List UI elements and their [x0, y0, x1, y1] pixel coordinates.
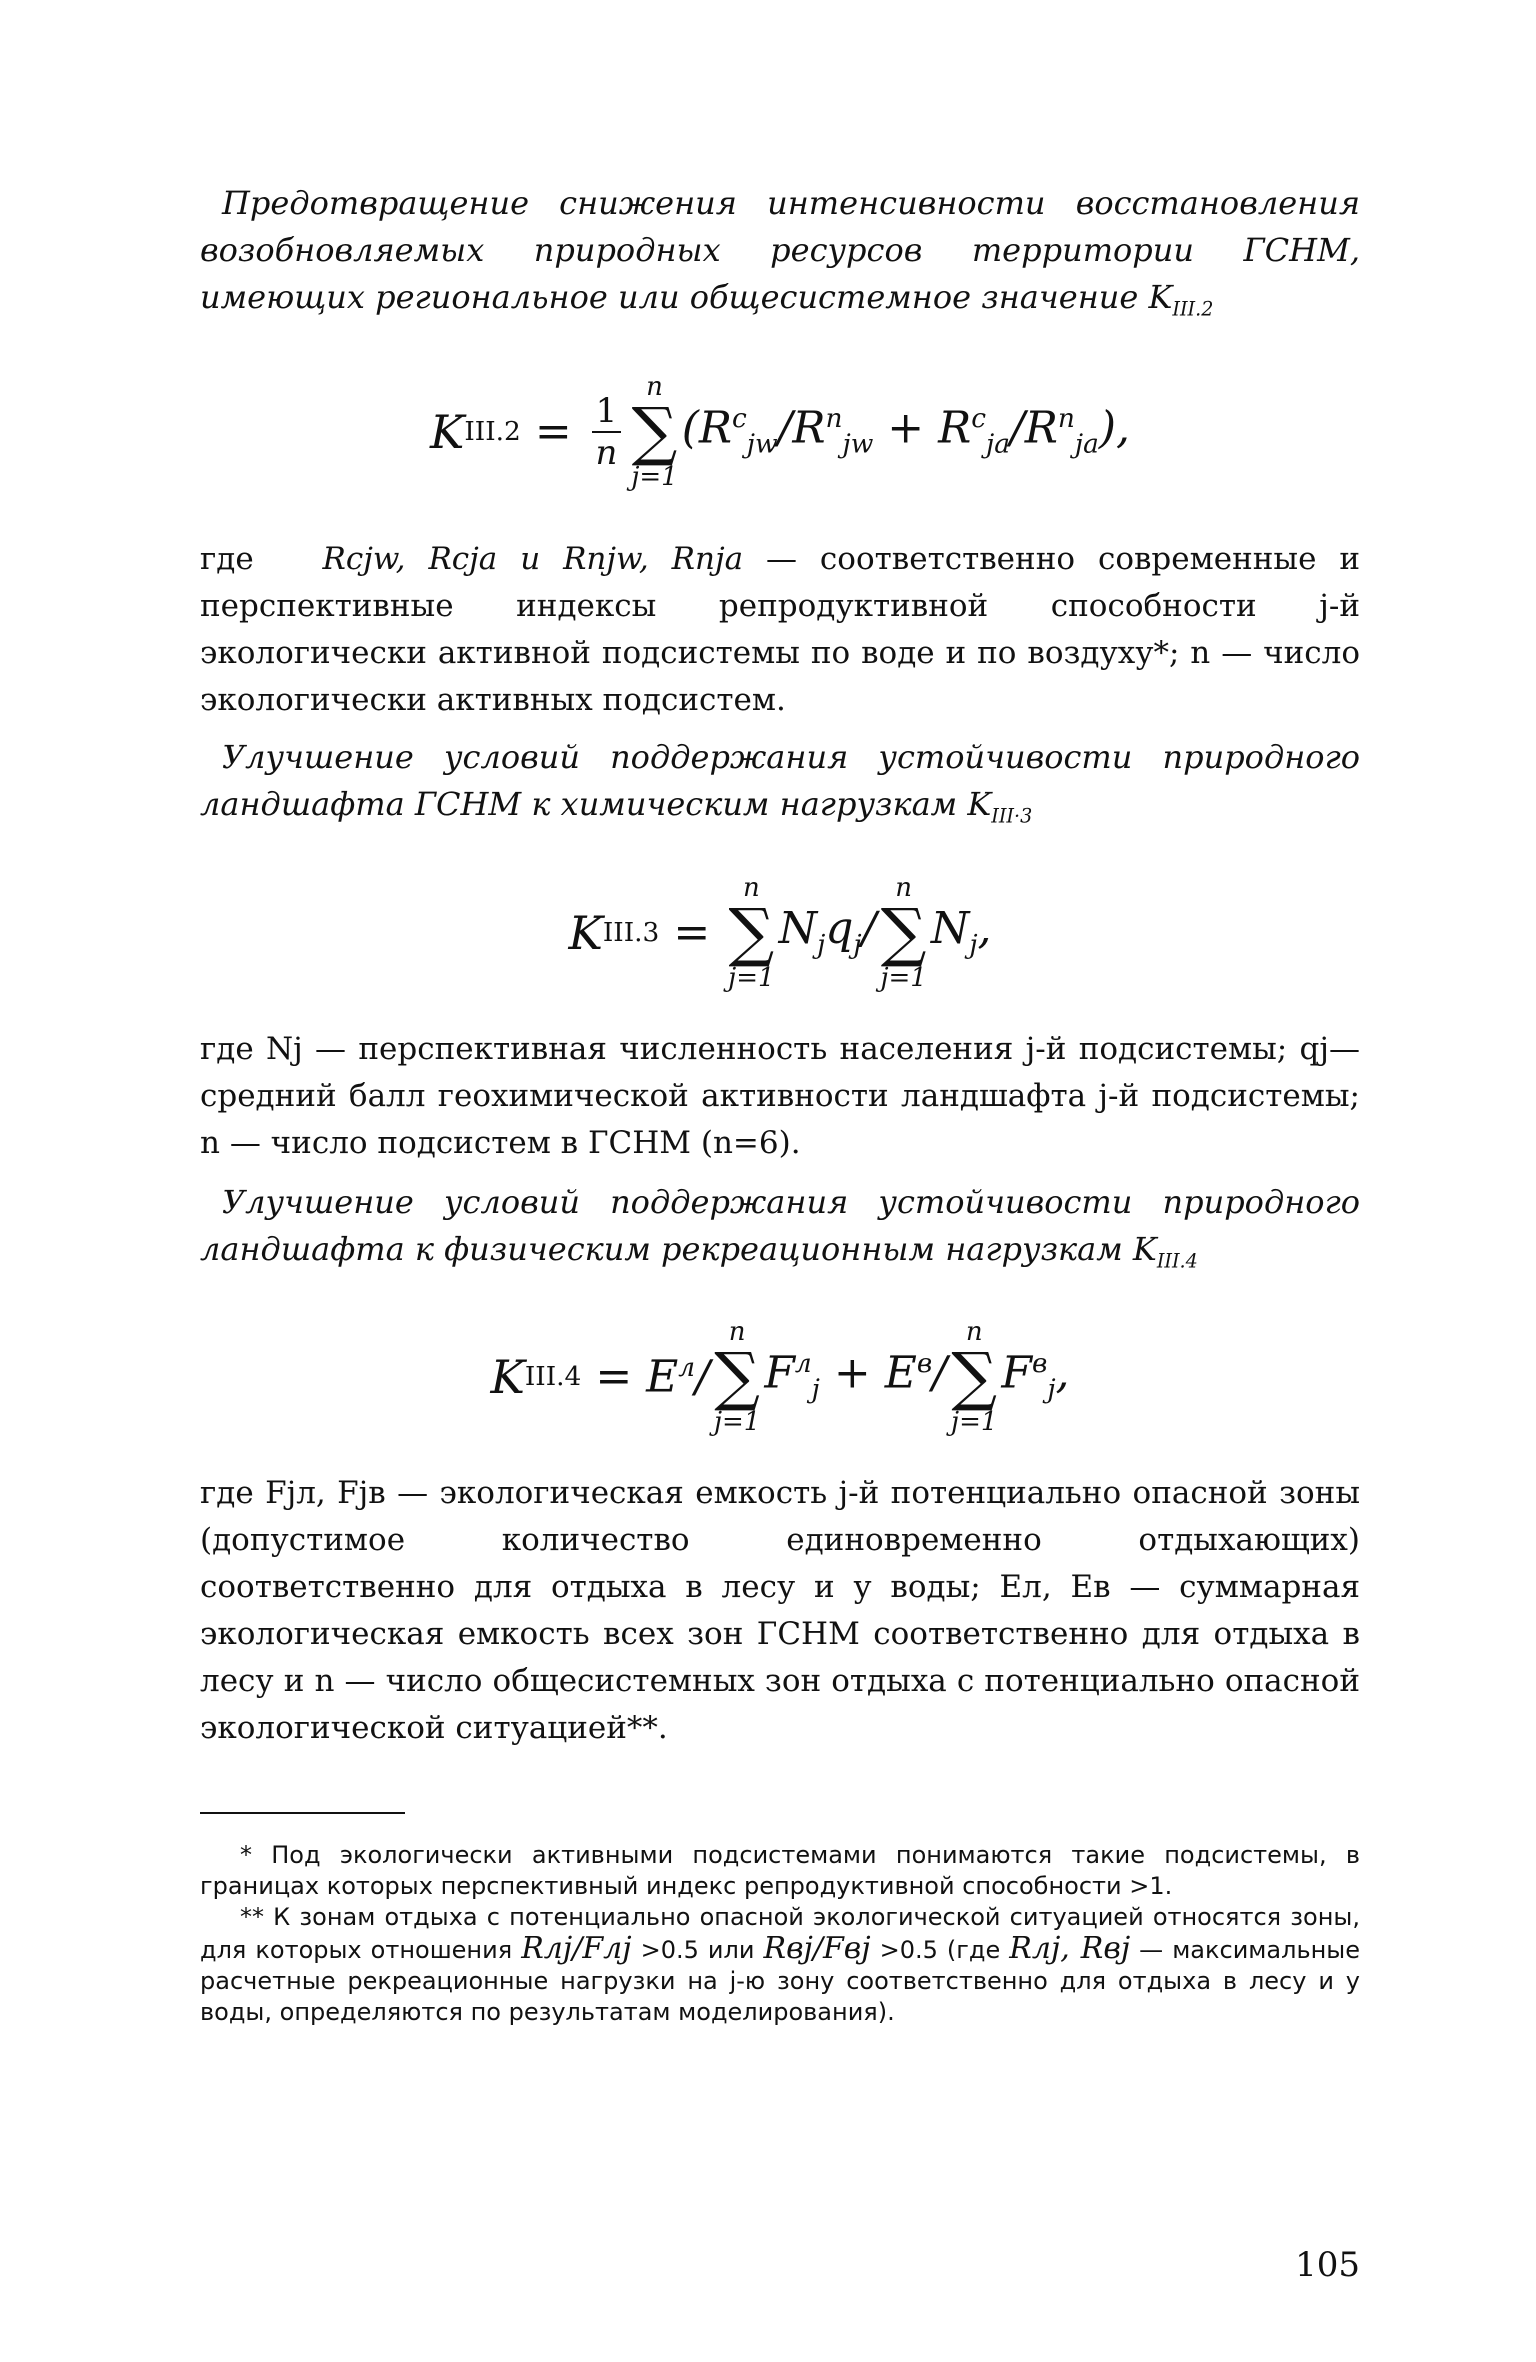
sum-symbol: n ∑ j=1 [880, 872, 927, 993]
footnote-2: ** К зонам отдыха с потенциально опасной экологической ситуацией относятся зоны, для которых отношения Rлj/Fлj >0.5 или Rвj/Fвj >0.5 (где Rлj, Rвj — максимальные расчетные рекреационные нагрузки на j-ю зону соответственно для отдыха в лесу и у воды, определяются по результатам моделирования). [200, 1903, 1361, 2027]
section1-explanation: где Rcjw, Rcja и Rпjw, Rпja — соответственно современные и перспективные индексы репродуктивной способности j-й экологически активной подсистемы по воде и по воздуху*; n — число экологически активных подсистем. [200, 541, 1361, 719]
formula-k-iii-2: K III.2 = $\frac{1}{n}$ n ∑ j=1 $(R^c_{jw}/R^п_{jw} + R^c_{ja}/R^п_{ja})$, [429, 372, 1130, 493]
formula-k-iii-3: K III.3 = n ∑ j=1 $N_jq_j/$ n ∑ j=1 $N_j$, [568, 872, 992, 993]
sum-symbol: n ∑ j=1 [728, 872, 775, 993]
sum-symbol: n ∑ j=1 [951, 1317, 998, 1438]
section3-heading: Улучшение условий поддержания устойчивости природного ландшафта к физическим рекреационным нагрузкам $K_{III.4}$ [200, 1182, 1360, 1273]
page-number: 105 [1295, 2245, 1360, 2285]
section3-explanation: где Fjл, Fjв — экологическая емкость j-й потенциально опасной зоны (допустимое количество единовременно отдыхающих) соответственно для отдыха в лесу и у воды; Eл, Eв — суммарная экологическая емкость всех зон ГСНМ соответственно для отдыха в лесу и n — число общесистемных зон отдыха с потенциально опасной экологической ситуацией**. [200, 1475, 1360, 1747]
formula-k-iii-4: K III.4 = $E^л/$ n ∑ j=1 $F^л_j + E^в/$ n ∑ j=1 $F^в_j$, [490, 1317, 1070, 1438]
section2-heading: Улучшение условий поддержания устойчивости природного ландшафта ГСНМ к химическим нагрузкам $K_{III\cdot 3}$ [200, 738, 1360, 828]
section2-explanation: где Nj — перспективная численность населения j-й подсистемы; qj— средний балл геохимической активности ландшафта j-й подсистемы; n — число подсистем в ГСНМ (n=6). [200, 1030, 1360, 1161]
fraction-one-over-n: $\frac{1}{n}$ [592, 391, 622, 473]
page-content [200, 180, 1360, 2028]
section1-heading: Предотвращение снижения интенсивности восстановления возобновляемых природных ресурсов территории ГСНМ, имеющих региональное или общесистемное значение $K_{III.2}$ [200, 184, 1360, 321]
sum-symbol: n ∑ j=1 [713, 1317, 761, 1438]
footnote-1: * Под экологически активными подсистемами понимаются такие подсистемы, в границах которых перспективный индекс репродуктивной способности >1. [200, 1841, 1360, 1901]
sum-symbol: n ∑ j=1 [631, 372, 678, 493]
footnote-divider [200, 1812, 405, 1814]
